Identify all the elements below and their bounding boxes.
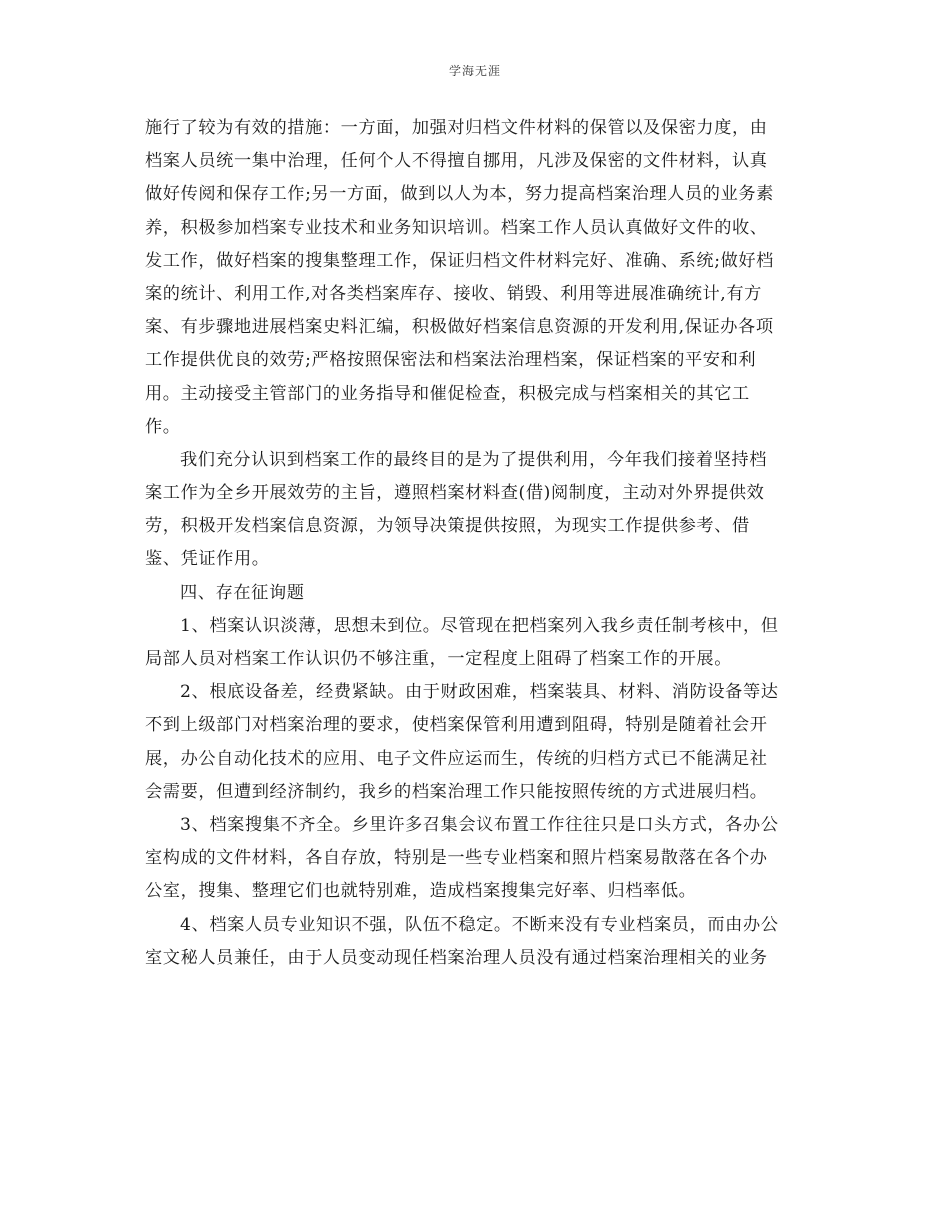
text-line: 用。主动接受主管部门的业务指导和催促检查，积极完成与档案相关的其它工	[145, 383, 750, 404]
text-line: 局部人员对档案工作认识仍不够注重，一定程度上阻碍了档案工作的开展。	[145, 649, 732, 669]
text-line: 施行了较为有效的措施：一方面，加强对归档文件材料的保管以及保密力度，由	[145, 118, 768, 138]
text-line: 做好传阅和保存工作;另一方面，做到以人为本，努力提高档案治理人员的业务素	[145, 184, 774, 205]
text-line: 养，积极参加档案专业技术和业务知识培训。档案工作人员认真做好文件的收、	[145, 217, 768, 238]
page-header: 学海无涯	[448, 64, 501, 78]
text-line: 案的统计、利用工作,对各类档案库存、接收、销毁、利用等进展准确统计,有方	[145, 283, 762, 304]
paragraph-first-line: 我们充分认识到档案工作的最终目的是为了提供利用，今年我们接着坚持档	[180, 449, 767, 470]
text-line: 会需要，但遭到经济制约，我乡的档案治理工作只能按照传统的方式进展归档。	[145, 781, 768, 802]
paragraph-first-line: 4、档案人员专业知识不强，队伍不稳定。不断来没有专业档案员，而由办公	[180, 914, 779, 935]
text-line: 案工作为全乡开展效劳的主旨，遵照档案材料查(借)阅制度，主动对外界提供效	[145, 483, 765, 504]
section-heading: 四、存在征询题	[180, 582, 305, 603]
text-line: 室构成的文件材料，各自存放，特别是一些专业档案和照片档案易散落在各个办	[145, 848, 768, 869]
document-body	[145, 112, 805, 975]
paragraph-first-line: 2、根底设备差，经费紧缺。由于财政困难，档案装具、材料、消防设备等达	[180, 682, 779, 703]
text-line: 档案人员统一集中治理，任何个人不得擅自挪用，凡涉及保密的文件材料，认真	[145, 151, 768, 172]
text-line: 鉴、凭证作用。	[145, 549, 270, 570]
text-line: 工作提供优良的效劳;严格按照保密法和档案法治理档案，保证档案的平安和利	[145, 350, 757, 371]
text-line: 作。	[145, 416, 181, 437]
text-line: 发工作，做好档案的搜集整理工作，保证归档文件材料完好、准确、系统;做好档	[145, 250, 774, 271]
paragraph-first-line: 3、档案搜集不齐全。乡里许多召集会议布置工作往往只是口头方式，各办公	[180, 814, 779, 835]
text-line: 案、有步骤地进展档案史料汇编，积极做好档案信息资源的开发利用,保证办各项	[145, 317, 774, 338]
paragraph-first-line: 1、档案认识淡薄，思想未到位。尽管现在把档案列入我乡责任制考核中，但	[180, 615, 779, 636]
text-line: 室文秘人员兼任，由于人员变动现任档案治理人员没有通过档案治理相关的业务	[145, 947, 768, 968]
text-line: 不到上级部门对档案治理的要求，使档案保管利用遭到阻碍，特别是随着社会开	[145, 715, 768, 736]
text-line: 公室，搜集、整理它们也就特别难，造成档案搜集完好率、归档率低。	[145, 881, 697, 902]
text-line: 展，办公自动化技术的应用、电子文件应运而生，传统的归档方式已不能满足社	[145, 748, 768, 769]
text-line: 劳，积极开发档案信息资源，为领导决策提供按照，为现实工作提供参考、借	[145, 516, 750, 537]
